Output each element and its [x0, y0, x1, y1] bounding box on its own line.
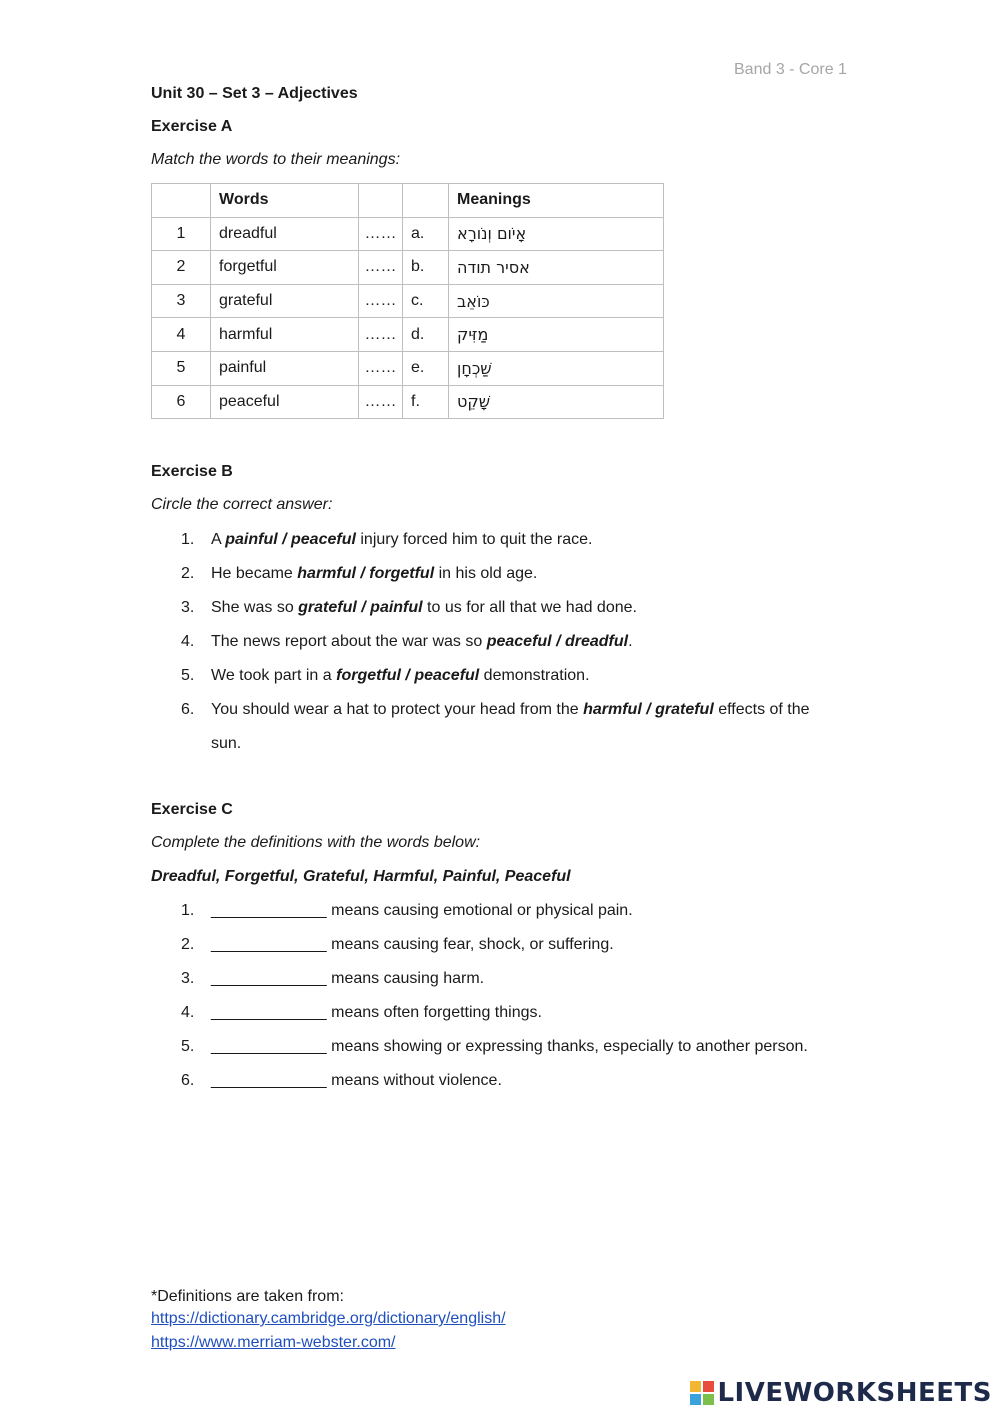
logo-square	[703, 1394, 714, 1405]
header-num-cell	[152, 184, 211, 218]
list-item	[181, 557, 861, 591]
table-row	[152, 251, 664, 285]
row-word: grateful	[211, 284, 359, 318]
header-band-label: Band 3 - Core 1	[734, 61, 847, 78]
exercise-b-heading: Exercise B	[151, 463, 233, 480]
table-row	[152, 217, 664, 251]
cambridge-dictionary-link[interactable]: https://dictionary.cambridge.org/dictionary/english/	[151, 1310, 506, 1327]
item-text-after: in his old age.	[434, 565, 538, 582]
answer-options[interactable]: grateful / painful	[298, 599, 423, 616]
row-answer-blank[interactable]: ……	[359, 385, 403, 419]
list-item	[181, 523, 861, 557]
list-item	[181, 625, 861, 659]
definition-text: means showing or expressing thanks, especially to another person.	[326, 1038, 808, 1055]
definition-text: means often forgetting things.	[326, 1004, 542, 1021]
item-number: 2.	[181, 936, 195, 953]
definition-text: means without violence.	[326, 1072, 502, 1089]
table-header-row	[152, 184, 664, 218]
item-number: 5.	[181, 667, 195, 684]
exercise-b-instruction: Circle the correct answer:	[151, 496, 333, 513]
row-answer-blank[interactable]: ……	[359, 217, 403, 251]
list-item	[181, 894, 861, 928]
item-text-after: injury forced him to quit the race.	[355, 531, 593, 548]
item-text-before: The news report about the war was so	[211, 633, 487, 650]
row-answer-blank[interactable]: ……	[359, 284, 403, 318]
table-row	[152, 284, 664, 318]
answer-blank[interactable]: _____________	[211, 1004, 327, 1021]
footer-note: *Definitions are taken from:	[151, 1288, 344, 1305]
logo-square	[690, 1381, 701, 1392]
item-text-before: She was so	[211, 599, 299, 616]
row-letter: f.	[403, 385, 449, 419]
header-blank-cell	[359, 184, 403, 218]
row-meaning: שָׁקֵט	[449, 385, 664, 419]
header-letter-cell	[403, 184, 449, 218]
row-answer-blank[interactable]: ……	[359, 318, 403, 352]
answer-options[interactable]: painful / peaceful	[225, 531, 356, 548]
exercise-b-list	[181, 523, 861, 761]
row-letter: b.	[403, 251, 449, 285]
row-number: 6	[152, 385, 211, 419]
brand-watermark	[690, 1378, 992, 1408]
item-number: 5.	[181, 1038, 195, 1055]
answer-blank[interactable]: _____________	[211, 970, 327, 987]
exercise-c-instruction: Complete the definitions with the words below:	[151, 834, 481, 851]
logo-square	[690, 1394, 701, 1405]
row-number: 1	[152, 217, 211, 251]
item-number: 4.	[181, 1004, 195, 1021]
row-number: 3	[152, 284, 211, 318]
exercise-a-heading: Exercise A	[151, 118, 233, 135]
item-number: 4.	[181, 633, 195, 650]
item-text-before: A	[211, 531, 226, 548]
answer-options[interactable]: forgetful / peaceful	[336, 667, 480, 684]
item-text-before: We took part in a	[211, 667, 337, 684]
row-meaning: אסיר תודה	[449, 251, 664, 285]
exercise-c-list	[181, 894, 861, 1098]
item-number: 6.	[181, 1072, 195, 1089]
row-word: forgetful	[211, 251, 359, 285]
item-text-after: .	[628, 633, 633, 650]
row-answer-blank[interactable]: ……	[359, 251, 403, 285]
exercise-a-instruction: Match the words to their meanings:	[151, 151, 401, 168]
item-text-after: to us for all that we had done.	[422, 599, 637, 616]
row-word: dreadful	[211, 217, 359, 251]
row-meaning: כּוֹאֵב	[449, 284, 664, 318]
item-text-after: demonstration.	[479, 667, 590, 684]
definition-text: means causing fear, shock, or suffering.	[326, 936, 614, 953]
row-number: 4	[152, 318, 211, 352]
item-text-after: effects of the sun.	[211, 701, 810, 752]
answer-blank[interactable]: _____________	[211, 1038, 327, 1055]
row-meaning: מַזִּיק	[449, 318, 664, 352]
item-number: 1.	[181, 902, 195, 919]
row-letter: a.	[403, 217, 449, 251]
list-item	[181, 962, 861, 996]
row-word: painful	[211, 351, 359, 385]
list-item	[181, 659, 861, 693]
list-item	[181, 1064, 861, 1098]
exercise-c-heading: Exercise C	[151, 801, 233, 818]
header-meanings-cell: Meanings	[449, 184, 664, 218]
header-words-cell: Words	[211, 184, 359, 218]
row-letter: d.	[403, 318, 449, 352]
row-answer-blank[interactable]: ……	[359, 351, 403, 385]
page-title: Unit 30 – Set 3 – Adjectives	[151, 85, 358, 102]
definition-text: means causing emotional or physical pain.	[326, 902, 633, 919]
row-number: 5	[152, 351, 211, 385]
answer-blank[interactable]: _____________	[211, 936, 327, 953]
row-word: harmful	[211, 318, 359, 352]
answer-blank[interactable]: _____________	[211, 902, 327, 919]
item-number: 3.	[181, 599, 195, 616]
list-item	[181, 996, 861, 1030]
answer-options[interactable]: harmful / grateful	[583, 701, 714, 718]
list-item	[181, 1030, 861, 1064]
answer-blank[interactable]: _____________	[211, 1072, 327, 1089]
table-row	[152, 318, 664, 352]
row-word: peaceful	[211, 385, 359, 419]
logo-square	[703, 1381, 714, 1392]
merriam-webster-link[interactable]: https://www.merriam-webster.com/	[151, 1334, 396, 1351]
item-number: 1.	[181, 531, 195, 548]
item-number: 6.	[181, 701, 195, 718]
word-bank: Dreadful, Forgetful, Grateful, Harmful, Painful, Peaceful	[151, 868, 571, 885]
brand-name: LIVEWORKSHEETS	[717, 1378, 992, 1408]
list-item	[181, 928, 861, 962]
matching-table	[151, 183, 664, 419]
row-meaning: אָיֹום וְנֹורָא	[449, 217, 664, 251]
row-number: 2	[152, 251, 211, 285]
item-text-before: You should wear a hat to protect your head from the	[211, 701, 584, 718]
answer-options[interactable]: peaceful / dreadful	[486, 633, 629, 650]
answer-options[interactable]: harmful / forgetful	[297, 565, 435, 582]
row-meaning: שַׁכְחָן	[449, 351, 664, 385]
liveworksheets-logo-icon	[690, 1381, 714, 1405]
item-number: 2.	[181, 565, 195, 582]
list-item	[181, 591, 861, 625]
list-item	[181, 693, 826, 761]
row-letter: c.	[403, 284, 449, 318]
item-number: 3.	[181, 970, 195, 987]
row-letter: e.	[403, 351, 449, 385]
table-row	[152, 385, 664, 419]
item-text-before: He became	[211, 565, 298, 582]
definition-text: means causing harm.	[326, 970, 485, 987]
table-row	[152, 351, 664, 385]
